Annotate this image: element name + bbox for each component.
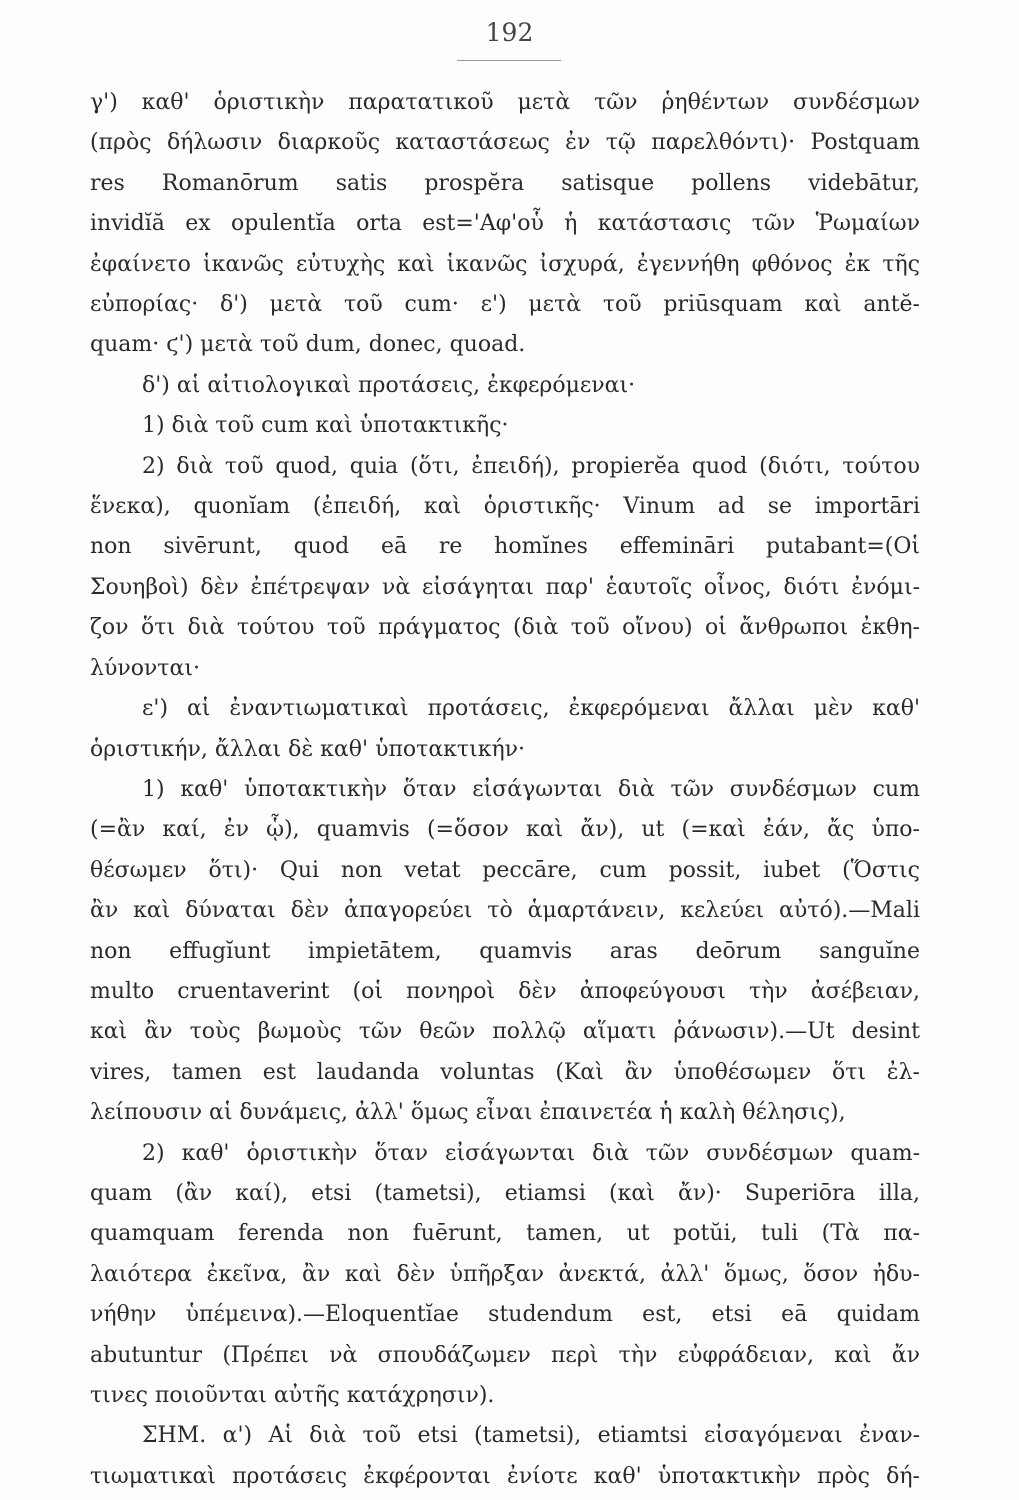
text-line: εὐπορίας· δ') μετὰ τοῦ cum· ε') μετὰ τοῦ priūsquam καὶ antĕ- xyxy=(90,292,920,318)
text-line: νήθην ὑπέμεινα).—Eloquentĭae studendum est, etsi eā quidam xyxy=(90,1302,920,1328)
text-line: non sivērunt, quod eā re homĭnes effemināri putabant=(Οἱ xyxy=(90,534,920,560)
text-line: ἕνεκα), quonĭam (ἐπειδή, καὶ ὁριστικῆς· Vinum ad se importāri xyxy=(90,494,920,520)
text-line: θέσωμεν ὅτι)· Qui non vetat peccāre, cum possit, iubet (Ὅστις xyxy=(90,857,920,883)
text-line: τιωματικαὶ προτάσεις ἐκφέρονται ἐνίοτε καθ' ὑποτακτικὴν πρὸς δή- xyxy=(90,1463,920,1489)
text-line: abutuntur (Πρέπει νὰ σπουδάζωμεν περὶ τὴν εὐφράδειαν, καὶ ἄν xyxy=(90,1342,920,1368)
text-line: multo cruentaverint (οἱ πονηροὶ δὲν ἀποφεύγουσι τὴν ἀσέβειαν, xyxy=(90,978,920,1004)
text-line: ὁριστικήν, ἄλλαι δὲ καθ' ὑποτακτικήν· xyxy=(90,736,526,762)
text-line: ε') αἱ ἐναντιωματικαὶ προτάσεις, ἐκφερόμεναι ἄλλαι μὲν καθ' xyxy=(142,696,920,722)
text-line: καὶ ἂν τοὺς βωμοὺς τῶν θεῶν πολλῷ αἵματι ῥάνωσιν).—Ut desint xyxy=(90,1019,920,1045)
text-line: non effugĭunt impietātem, quamvis aras deōrum sanguĭne xyxy=(90,938,920,964)
text-line: quam· ϛ') μετὰ τοῦ dum, donec, quoad. xyxy=(90,332,526,358)
text-line: ζον ὅτι διὰ τούτου τοῦ πράγματος (διὰ τοῦ οἴνου) οἱ ἄνθρωποι ἐκθη- xyxy=(90,615,920,641)
text-line: Σουηβοὶ) δὲν ἐπέτρεψαν νὰ εἰσάγηται παρ' ἑαυτοῖς οἶνος, διότι ἐνόμι- xyxy=(90,574,920,600)
text-line: δ') αἱ αἰτιολογικαὶ προτάσεις, ἐκφερόμεναι· xyxy=(142,372,636,398)
text-line: 1) διὰ τοῦ cum καὶ ὑποτακτικῆς· xyxy=(142,413,509,439)
text-line: (πρὸς δήλωσιν διαρκοῦς καταστάσεως ἐν τῷ παρελθόντι)· Postquam xyxy=(90,130,920,156)
page-number: 192 xyxy=(485,18,534,47)
text-line: ἐφαίνετο ἱκανῶς εὐτυχὴς καὶ ἱκανῶς ἰσχυρά, ἐγεννήθη φθόνος ἐκ τῆς xyxy=(90,251,920,277)
text-line: ἂν καὶ δύναται δὲν ἀπαγορεύει τὸ ἁμαρτάνειν, κελεύει αὐτό).—Mali xyxy=(90,898,920,924)
text-line: 2) καθ' ὁριστικὴν ὅταν εἰσάγωνται διὰ τῶν συνδέσμων quam- xyxy=(142,1140,920,1166)
text-line: vires, tamen est laudanda voluntas (Καὶ ἂν ὑποθέσωμεν ὅτι ἐλ- xyxy=(90,1059,920,1085)
text-line: ΣΗΜ. α') Αἱ διὰ τοῦ etsi (tametsi), etiamtsi εἰσαγόμεναι ἐναν- xyxy=(142,1423,920,1449)
text-line: res Romanōrum satis prospĕra satisque pollens videbātur, xyxy=(90,170,920,196)
text-line: (=ἂν καί, ἐν ᾧ), quamvis (=ὅσον καὶ ἄν), ut (=καὶ ἐάν, ἄς ὑπο- xyxy=(90,817,920,843)
text-line: quam (ἂν καί), etsi (tametsi), etiamsi (καὶ ἄν)· Superiōra illa, xyxy=(90,1180,920,1206)
text-line: λείπουσιν αἱ δυνάμεις, ἀλλ' ὅμως εἶναι ἐπαινετέα ἡ καλὴ θέλησις), xyxy=(90,1100,846,1126)
text-line: λαιότερα ἐκεῖνα, ἂν καὶ δὲν ὑπῆρξαν ἀνεκτά, ἀλλ' ὅμως, ὅσον ἠδυ- xyxy=(90,1261,920,1287)
text-line: γ') καθ' ὁριστικὴν παρατατικοῦ μετὰ τῶν ῥηθέντων συνδέσμων xyxy=(90,90,920,115)
text-line: λύνονται· xyxy=(90,655,200,681)
text-line: quamquam ferenda non fuērunt, tamen, ut potŭi, tuli (Τὰ πα- xyxy=(90,1221,920,1247)
text-line: 1) καθ' ὑποτακτικὴν ὅταν εἰσάγωνται διὰ τῶν συνδέσμων cum xyxy=(142,776,920,802)
page-number-rule xyxy=(457,60,561,61)
text-line: 2) διὰ τοῦ quod, quia (ὅτι, ἐπειδή), propierĕa quod (διότι, τούτου xyxy=(142,453,920,479)
text-line: τινες ποιοῦνται αὐτῆς κατάχρησιν). xyxy=(90,1383,495,1408)
text-line: invidĭă ex opulentĭa orta est='Αφ'οὗ ἡ κατάστασις τῶν Ῥωμαίων xyxy=(90,211,920,237)
body-text xyxy=(90,83,920,1497)
